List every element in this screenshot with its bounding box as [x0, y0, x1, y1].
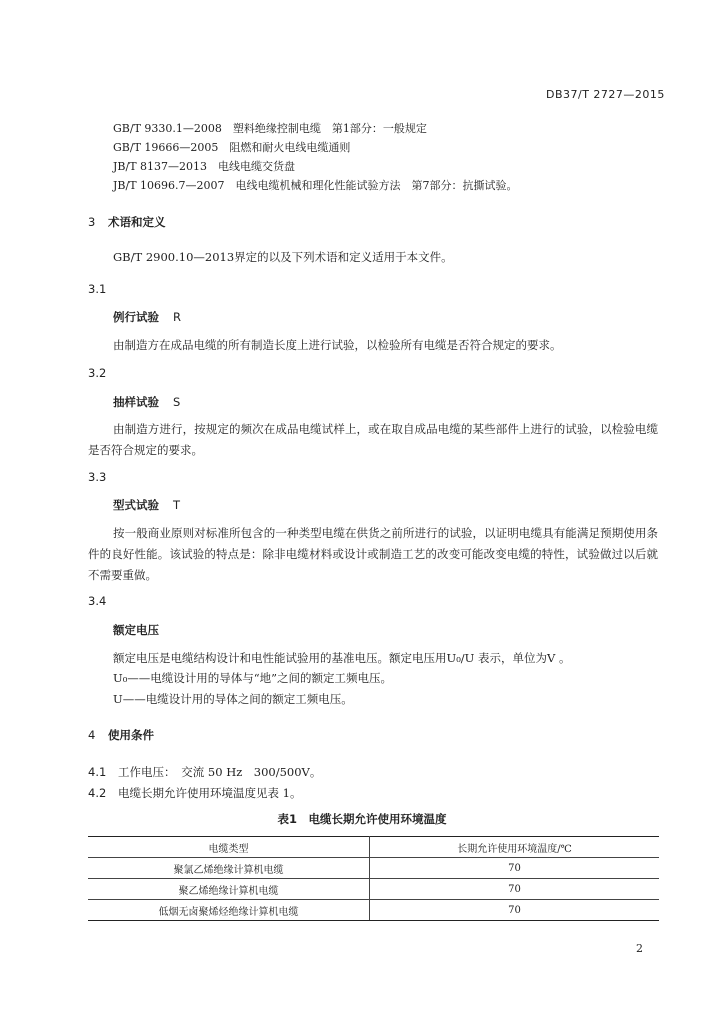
- term-name: 例行试验: [113, 310, 159, 324]
- clause-number: 3.1: [88, 282, 107, 296]
- temperature-table: [88, 836, 659, 921]
- table-cell: 聚氯乙烯绝缘计算机电缆: [88, 858, 370, 879]
- clause-number: 3.3: [88, 470, 107, 484]
- section-intro: GB/T 2900.10—2013界定的以及下列术语和定义适用于本文件。: [113, 250, 453, 264]
- column-header: 电缆类型: [88, 837, 370, 858]
- term-name: 抽样试验: [113, 395, 159, 409]
- clause-number: 3.4: [88, 594, 107, 608]
- condition-number: 4.2: [88, 786, 107, 800]
- term-symbol: T: [173, 498, 181, 512]
- term-note: U₀——电缆设计用的导体与“地”之间的额定工频电压。: [113, 671, 393, 685]
- table-cell: 低烟无卤聚烯烃绝缘计算机电缆: [88, 900, 370, 921]
- table-title: 表1 电缆长期允许使用环境温度: [277, 812, 447, 826]
- reference-item: JB/T 8137—2013 电线电缆交货盘: [113, 160, 296, 173]
- reference-item: GB/T 9330.1—2008 塑料绝缘控制电缆 第1部分：一般规定: [113, 122, 427, 135]
- term-heading: [113, 394, 180, 410]
- table-cell: 聚乙烯绝缘计算机电缆: [88, 879, 370, 900]
- term-name: 型式试验: [113, 498, 159, 512]
- term-name: 额定电压: [113, 623, 159, 637]
- condition-text: 工作电压： 交流 50 Hz 300/500V。: [118, 765, 322, 779]
- term-definition: 按一般商业原则对标准所包含的一种类型电缆在供货之前所进行的试验，以证明电缆具有能满足预期使用条件的良好性能。该试验的特点是：除非电缆材料或设计或制造工艺的改变可能改变电缆的特性，试验做过以后就不需要重做。: [88, 526, 658, 582]
- table-row: [88, 900, 659, 921]
- term-heading: [113, 309, 181, 325]
- term-definition: 额定电压是电缆结构设计和电性能试验用的基准电压。额定电压用U₀/U 表示，单位为V 。: [113, 651, 571, 665]
- table-cell: 70: [370, 900, 660, 921]
- clause-number: 3.2: [88, 366, 107, 380]
- condition-item: [88, 785, 301, 801]
- section-heading-3: [88, 214, 166, 230]
- section-number: 3: [88, 215, 96, 229]
- term-symbol: R: [173, 310, 181, 324]
- term-heading: [113, 622, 159, 638]
- table-header-row: [88, 837, 659, 858]
- reference-item: JB/T 10696.7—2007 电线电缆机械和理化性能试验方法 第7部分：抗撕试验。: [113, 179, 518, 192]
- reference-item: GB/T 19666—2005 阻燃和耐火电线电缆通则: [113, 141, 351, 154]
- table-cell: 70: [370, 879, 660, 900]
- table-cell: 70: [370, 858, 660, 879]
- condition-number: 4.1: [88, 765, 107, 779]
- condition-text: 电缆长期允许使用环境温度见表 1。: [118, 786, 302, 800]
- section-heading-4: [88, 727, 154, 743]
- column-header: 长期允许使用环境温度/℃: [370, 837, 660, 858]
- term-definition: 由制造方进行，按规定的频次在成品电缆试样上，或在取自成品电缆的某些部件上进行的试验，以检验电缆是否符合规定的要求。: [88, 422, 658, 457]
- section-number: 4: [88, 728, 96, 742]
- section-title: 使用条件: [108, 728, 154, 742]
- standard-code: DB37/T 2727—2015: [546, 88, 665, 101]
- term-note: U——电缆设计用的导体之间的额定工频电压。: [113, 692, 353, 706]
- table-row: [88, 858, 659, 879]
- term-definition: 由制造方在成品电缆的所有制造长度上进行试验，以检验所有电缆是否符合规定的要求。: [113, 338, 562, 352]
- page-number: 2: [636, 942, 643, 955]
- condition-item: [88, 764, 321, 780]
- term-symbol: S: [173, 395, 181, 409]
- table-row: [88, 879, 659, 900]
- section-title: 术语和定义: [108, 215, 166, 229]
- term-heading: [113, 497, 180, 513]
